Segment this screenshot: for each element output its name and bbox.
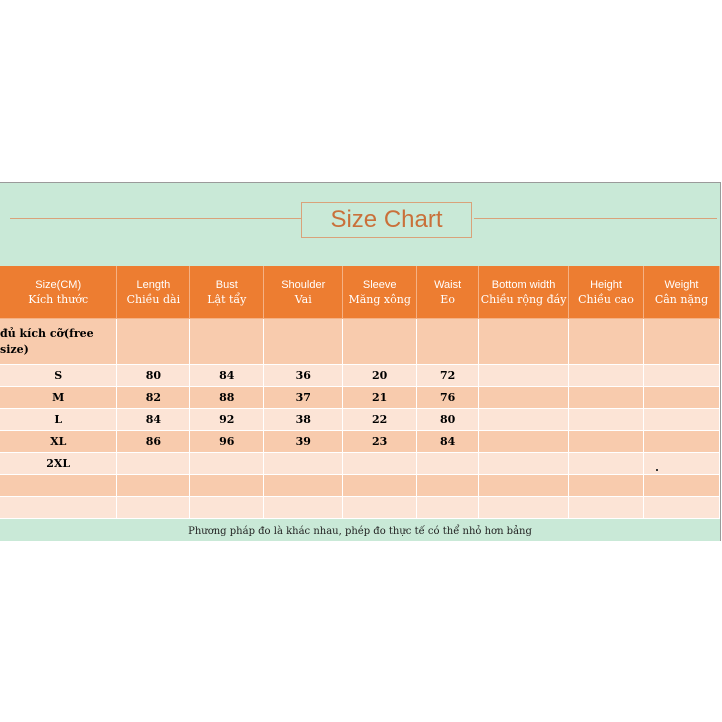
header-height: Height Chiều cao (569, 266, 644, 319)
table-cell (479, 365, 569, 387)
header-weight: Weight Cân nặng (643, 266, 719, 319)
size-table (0, 266, 720, 519)
table-cell: 22 (343, 409, 417, 431)
table-cell: 21 (343, 387, 417, 409)
table-row (0, 409, 720, 431)
table-cell (643, 497, 719, 519)
table-cell: 37 (264, 387, 343, 409)
table-cell (569, 409, 644, 431)
table-cell (264, 319, 343, 365)
table-cell (643, 453, 719, 475)
table-cell: 23 (343, 431, 417, 453)
table-cell (479, 387, 569, 409)
header-bottom-width: Bottom width Chiều rộng đáy (479, 266, 569, 319)
table-cell (417, 453, 479, 475)
table-row (0, 365, 720, 387)
header-shoulder: Shoulder Vai (264, 266, 343, 319)
table-row (0, 453, 720, 475)
header-length: Length Chiều dài (117, 266, 190, 319)
table-row (0, 475, 720, 497)
table-cell (569, 387, 644, 409)
chart-title: Size Chart (301, 202, 472, 238)
table-cell: 20 (343, 365, 417, 387)
header-row (0, 266, 720, 319)
table-cell (264, 497, 343, 519)
table-cell (417, 497, 479, 519)
table-cell: 38 (264, 409, 343, 431)
table-cell: 36 (264, 365, 343, 387)
table-cell (479, 475, 569, 497)
table-row (0, 387, 720, 409)
size-label-cell: đủ kích cỡ(free size) (0, 319, 117, 365)
table-cell (343, 319, 417, 365)
table-cell: 80 (417, 409, 479, 431)
table-cell (569, 453, 644, 475)
table-cell (569, 365, 644, 387)
table-cell: 82 (117, 387, 190, 409)
table-cell: 92 (190, 409, 264, 431)
table-cell (417, 475, 479, 497)
table-cell: 80 (117, 365, 190, 387)
size-label-cell: S (0, 365, 117, 387)
table-cell: 84 (417, 431, 479, 453)
table-cell (569, 319, 644, 365)
size-label-cell: XL (0, 431, 117, 453)
table-cell (417, 319, 479, 365)
footer-note: Phương pháp đo là khác nhau, phép đo thực tế có thể nhỏ hơn bảng (188, 526, 532, 537)
table-cell (479, 497, 569, 519)
table-cell: 84 (117, 409, 190, 431)
title-divider-left (10, 218, 301, 219)
size-label-cell: M (0, 387, 117, 409)
stray-dot (656, 469, 658, 471)
size-label-cell: 2XL (0, 453, 117, 475)
table-cell (190, 453, 264, 475)
table-cell (190, 475, 264, 497)
size-label-cell (0, 497, 117, 519)
header-bust: Bust Lật tẩy (190, 266, 264, 319)
table-cell: 86 (117, 431, 190, 453)
table-cell (569, 475, 644, 497)
table-cell (479, 409, 569, 431)
table-row (0, 497, 720, 519)
table-cell (479, 431, 569, 453)
table-cell (643, 431, 719, 453)
header-sleeve: Sleeve Măng xông (343, 266, 417, 319)
size-label-cell (0, 475, 117, 497)
table-cell (117, 475, 190, 497)
size-chart-sheet (0, 182, 721, 541)
table-cell (643, 409, 719, 431)
table-cell (117, 497, 190, 519)
title-divider-right (474, 218, 717, 219)
size-label-cell: L (0, 409, 117, 431)
table-cell: 96 (190, 431, 264, 453)
table-cell (479, 453, 569, 475)
table-cell (264, 475, 343, 497)
table-cell (643, 387, 719, 409)
table-row (0, 431, 720, 453)
table-cell (117, 453, 190, 475)
table-cell: 72 (417, 365, 479, 387)
table-cell (643, 365, 719, 387)
table-cell (479, 319, 569, 365)
header-size: Size(CM) Kích thước (0, 266, 117, 319)
table-cell (117, 319, 190, 365)
table-cell (190, 497, 264, 519)
table-cell: 39 (264, 431, 343, 453)
table-cell: 88 (190, 387, 264, 409)
table-cell (343, 453, 417, 475)
table-cell (343, 497, 417, 519)
table-cell: 76 (417, 387, 479, 409)
table-cell (643, 475, 719, 497)
table-cell (264, 453, 343, 475)
table-cell (569, 431, 644, 453)
table-cell (643, 319, 719, 365)
table-cell (190, 319, 264, 365)
table-cell: 84 (190, 365, 264, 387)
table-cell (343, 475, 417, 497)
table-row (0, 319, 720, 365)
table-cell (569, 497, 644, 519)
header-waist: Waist Eo (417, 266, 479, 319)
